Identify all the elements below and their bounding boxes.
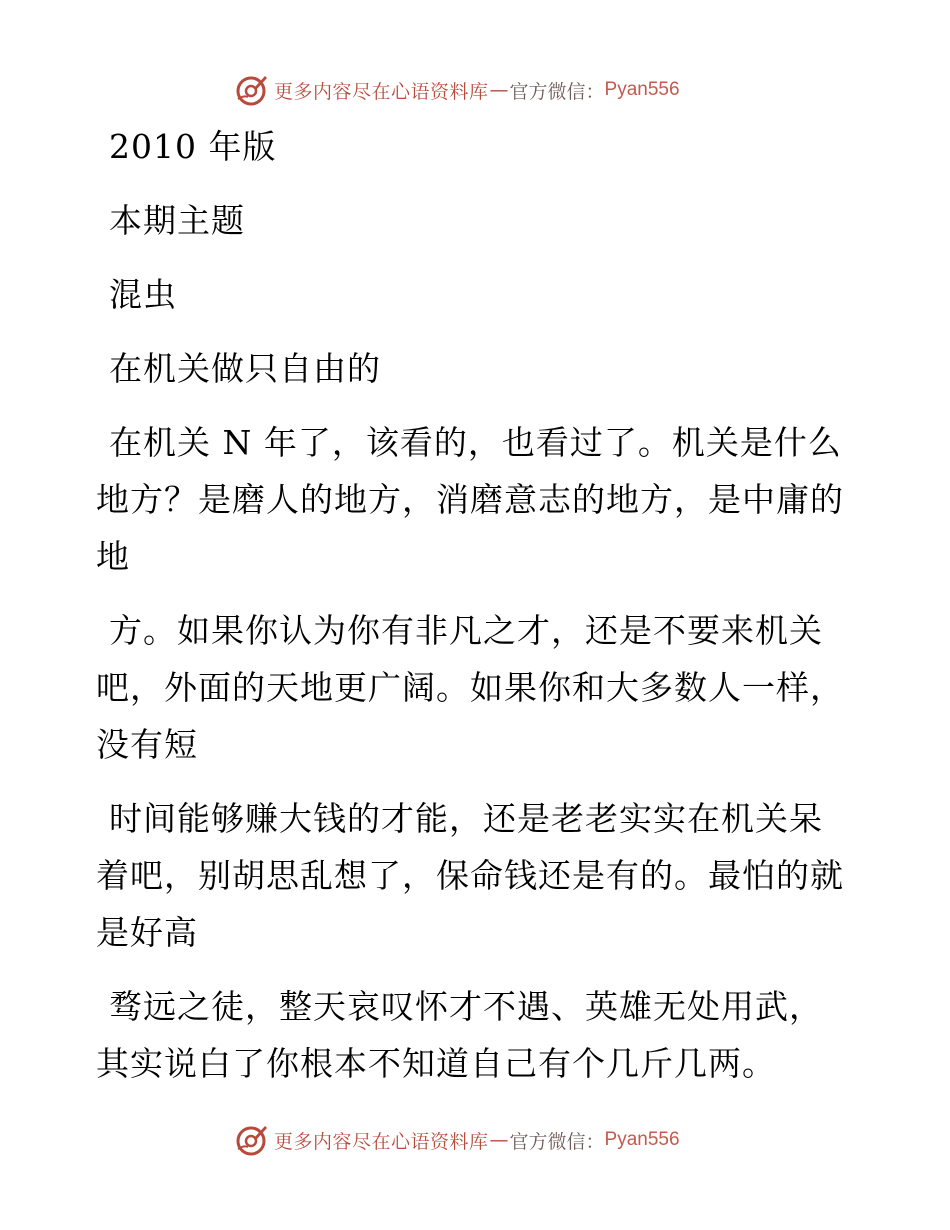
banner-main-text: 更多内容尽在心语资料库 [274, 80, 489, 103]
paragraph-line: 方。如果你认为你有非凡之才，还是不要来机关 [109, 611, 823, 650]
paragraph-line: 在机关 N 年了，该看的，也看过了。机关是什么 [109, 423, 842, 462]
paragraph-4 [96, 978, 866, 1092]
banner-wechat-id: Pyan556 [604, 79, 680, 100]
paragraph-line: 吧，外面的天地更广阔。如果你和大多数人一样， [96, 668, 844, 707]
category-label: 混虫 [109, 275, 177, 314]
banner-dash: — [489, 1129, 509, 1151]
paragraph-1 [96, 414, 866, 585]
paragraph-line: 骛远之徒，整天哀叹怀才不遇、英雄无处用武， [109, 987, 823, 1026]
paragraph-line: 地方？是磨人的地方，消磨意志的地方，是中庸的 [96, 480, 844, 519]
banner-dash: — [489, 79, 509, 101]
header-watermark-banner [234, 70, 680, 110]
article-heading: 在机关做只自由的 [109, 349, 381, 388]
banner-wechat-label: 官方微信： [509, 1130, 605, 1153]
paragraph-line: 其实说白了你根本不知道自己有个几斤几两。 [96, 1044, 776, 1083]
banner-main-text: 更多内容尽在心语资料库 [274, 1130, 489, 1153]
banner-wechat-id: Pyan556 [604, 1129, 680, 1150]
paragraph-line: 没有短 [96, 725, 198, 764]
section-label: 本期主题 [109, 201, 245, 240]
document-body [96, 118, 866, 1092]
paragraph-2 [96, 602, 866, 773]
quill-logo-icon [234, 73, 268, 107]
banner-wechat-label: 官方微信： [509, 80, 605, 103]
paragraph-line: 着吧，别胡思乱想了，保命钱还是有的。最怕的就 [96, 856, 844, 895]
document-title: 2010 年版 [109, 127, 277, 166]
paragraph-line: 时间能够赚大钱的才能，还是老老实实在机关呆 [109, 799, 823, 838]
quill-logo-icon [234, 1123, 268, 1157]
paragraph-line: 是好高 [96, 913, 198, 952]
paragraph-line: 地 [96, 537, 130, 576]
paragraph-3 [96, 790, 866, 961]
footer-watermark-banner [234, 1120, 680, 1160]
